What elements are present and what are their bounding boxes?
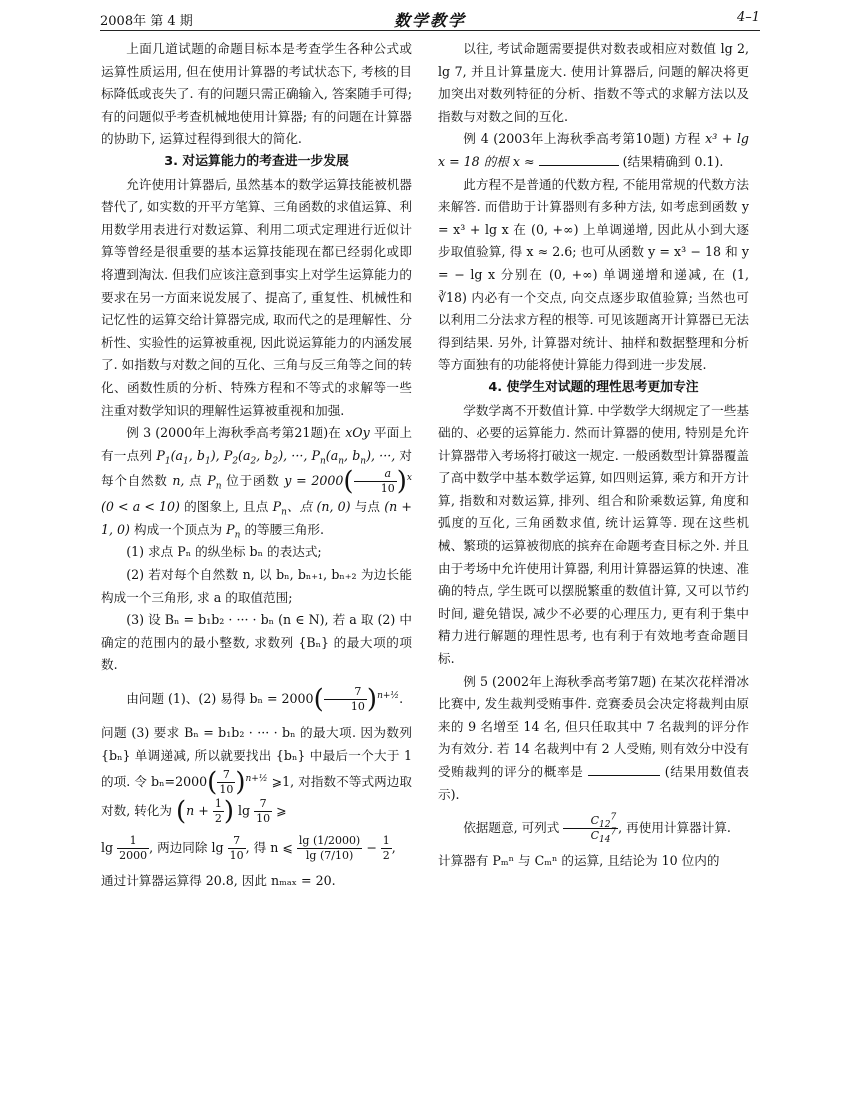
question-1: (1) 求点 Pₙ 的纵坐标 bₙ 的表达式; — [126, 544, 322, 560]
fraction: $\frac{7}{10}$ — [219, 767, 234, 796]
paragraph: 此方程不是普通的代数方程, 不能用常规的代数方法来解答. 而借助于计算器则有多种方法, 如考虑到函数 y = x³ + lg x 在 (0, +∞) 上单调递增, 因此从小到大逐步取值验算, 得 x ≈ 2.6; 也可从函数 y = x³ − 18 和 y = − lg x 分别在 (0, +∞) 单调递增和递减, 在 (1, ∛18) 内必有一个交点, 向交点逐步取值验算; 当然也可以利用二分法求方程的根等. 可见该题离开计算器已无法得到结果. 另外, 计算器对统计、抽样和数据整理和分析等方面独有的功能将使计算能力得到进一步发展. — [438, 176, 749, 373]
fraction: $\frac{C_{12}^7}{C_{14}^7}$ — [563, 814, 618, 843]
text: ⩾1, 对指数不等式两边取对数, 转化为 — [101, 773, 412, 818]
math: lg — [238, 802, 251, 818]
text: (结果精确到 0.1). — [622, 153, 724, 169]
example-4 — [438, 128, 749, 173]
left-column — [101, 38, 412, 892]
text: 点 — [189, 473, 203, 489]
text: 例 3 (2000年上海秋季高考第21题)在 — [126, 425, 342, 441]
text: 的图象上, 且点 — [184, 499, 269, 515]
fraction: $\frac{7}{10}$ — [256, 796, 271, 825]
math: $P_1(a_1$, $b_1$), $P_2(a_2$, $b_2$), ···, $P_n(a_n$, $b_n$), ···, — [156, 447, 396, 467]
answer-blank — [588, 763, 660, 776]
math: xOy — [345, 425, 370, 441]
paren: ( — [207, 767, 218, 798]
paren: ( — [343, 466, 354, 497]
fraction: $\frac{7}{10}$ — [324, 685, 367, 714]
text: 位于函数 — [226, 473, 280, 489]
paragraph: 上面几道试题的命题目标本是考查学生各种公式或运算性质运用, 但在使用计算器的考试状态下, 考核的目标降低或丧失了. 有的问题只需正确输入, 答案随手可得; 有的问题似乎考查机械地使用计算器; 有的问题在计算器的协助下, 运算过程得到很大的简化. — [101, 41, 412, 147]
solution-result: 通过计算器运算得 20.8, 因此 nₘₐₓ = 20. — [101, 872, 336, 888]
section-heading-3: 3. 对运算能力的考查进一步发展 — [164, 153, 349, 169]
paren: ( — [176, 796, 187, 827]
math: n + — [186, 802, 213, 818]
paren: ) — [223, 796, 234, 827]
math: $P_n$、点 (n, 0) — [272, 499, 351, 518]
paren: ) — [366, 684, 378, 715]
fraction: $\frac{a}{10}$ — [354, 467, 397, 496]
math: (n + 1, 0) — [101, 499, 412, 537]
page-number: 4–1 — [736, 10, 760, 25]
paragraph: 计算器有 Pₘⁿ 与 Cₘⁿ 的运算, 且结论为 10 位内的 — [438, 853, 720, 869]
paragraph: 以往, 考试命题需要提供对数表或相应对数值 lg 2, lg 7, 并且计算量庞大. 使用计算器后, 问题的解决将更加突出对数列特征的分析、指数不等式的求解方法以及指数与对数之间的互化. — [438, 41, 749, 124]
text: 依据题意, 可列式 — [463, 820, 560, 836]
section-heading-4: 4. 使学生对试题的理性思考更加专注 — [488, 379, 699, 395]
text: 问题 (3) 要求 Bₙ = b₁b₂ · ··· · bₙ 的最大项. 因为数列 {bₙ} 单调递减, 所以就要找出 {bₙ} 中最后一个大于 1 的项. 令 bₙ=2000 — [101, 725, 412, 789]
fraction: $\frac{1}{2}$ — [214, 796, 222, 825]
solution-paragraph — [438, 806, 749, 850]
text: 例 4 (2003年上海秋季高考第10题) 方程 — [463, 131, 701, 147]
text: , 再使用计算器计算. — [618, 820, 731, 836]
text: 得 n ⩽ — [253, 839, 293, 855]
solution-paragraph: 问题 (3) 要求 Bₙ = b₁b₂ · ··· · bₙ 的最大项. 因为数列 {bₙ} 单调递减, 所以就要找出 {bₙ} 中最后一个大于 1 的项. 令 bₙ=2000( $\frac{7}{10}$ )$^{n+\frac{1}{2}}$ ⩾1, 对指数不等式两边取对数, 转化为 (n + $\frac{1}{2}$ ) lg $\frac{7}{10}$ ⩾ — [101, 725, 412, 827]
math: y = 2000 — [284, 473, 344, 489]
page-header — [100, 8, 760, 31]
answer-blank — [539, 153, 619, 166]
example-3: 例 3 (2000年上海秋季高考第21题)在 xOy 平面上有一点列 $P_1(a_1$, $b_1$), $P_2(a_2$, $b_2$), ···, $P_n(a_n$, $b_n$), ···, 对每个自然数 n, 点 $P_n$ 位于函数 y = 2000( $\frac{a}{10}$ )$^x$ (0 < a < 10) 的图象上, 且点 $P_n$、点 (n, 0) 与点 (n + 1, 0) 构成一个顶点为 $P_n$ 的等腰三角形. — [101, 425, 412, 541]
solution-line: 由问题 (1)、(2) 易得 bₙ = 2000( $\frac{7}{10}$ )$^{n+\frac{1}{2}}$. — [126, 684, 404, 715]
math: $P_n$ — [207, 473, 222, 492]
question-3: (3) 设 Bₙ = b₁b₂ · ··· · bₙ (n ∈ N), 若 a 取 (2) 中确定的范围内的最小整数, 求数列 {Bₙ} 的最大项的项数. — [101, 612, 412, 673]
issue-label: 2008年 第 4 期 — [100, 14, 193, 29]
right-column — [438, 38, 749, 873]
paragraph: 允许使用计算器后, 虽然基本的数学运算技能被机器替代了, 如实数的开平方笔算、三角函数的求值运算、利用数学用表进行对数运算、利用二项式定理进行近似计算等曾经是很重要的基本运算技能现在都已经弱化或即将遭到淘汰. 但我们应该注意到事实上对学生运算能力的要求在另一方面来说发展了、提高了, 重复性、机械性和记忆性的运算交给计算器完成, 取而代之的是理解性、分析性、实验性的运算被重视, 因此说运算能力的内涵发展了. 如指数与对数之间的互化、三角与反三角等之间的转化、函数性质的分析、特殊方程和不等式的求解等一些注重对数学知识的理解性运算被重视和加强. — [101, 176, 412, 418]
math: n, — [172, 473, 185, 489]
text: 平面上有一点列 — [101, 425, 412, 463]
fraction: $\frac{\lg (1/2000)}{\lg (7/10)}$ — [298, 833, 361, 862]
example-5 — [438, 671, 749, 807]
text: 构成一个顶点为 — [133, 521, 223, 537]
fraction: $\frac{1}{2000}$ — [119, 833, 148, 862]
text: 例 5 (2002年上海秋季高考第7题) 在某次花样滑冰比赛中, 发生裁判受贿事件. 竞赛委员会决定将裁判由原来的 9 名增至 14 名, 但只任取其中 7 名裁判的评分作为有效分. 若 14 名裁判中有 2 人受贿, 则有效分中没有受贿裁判的评分的概率是 — [438, 673, 749, 779]
fraction: $\frac{7}{10}$ — [229, 833, 244, 862]
question-2: (2) 若对每个自然数 n, 以 bₙ, bₙ₊₁, bₙ₊₂ 为边长能构成一个三角形, 求 a 的取值范围; — [101, 567, 412, 605]
text: 与点 — [354, 499, 381, 515]
text: (结果用数值表示). — [438, 764, 749, 802]
text: 的等腰三角形. — [244, 521, 325, 537]
text: 由问题 (1)、(2) 易得 bₙ = 2000 — [126, 691, 314, 707]
math: x³ + lg x = 18 的根 x ≈ — [438, 131, 749, 169]
math: $P_n$ — [226, 521, 241, 541]
solution-paragraph: lg $\frac{1}{2000}$ , 两边同除 lg $\frac{7}{10}$ , 得 n ⩽ $\frac{\lg (1/2000)}{\lg (7/10)}$ − $\frac{1}{2}$ , — [101, 833, 396, 862]
text: 两边同除 — [157, 839, 208, 855]
paren: ( — [313, 684, 324, 715]
fraction: $\frac{1}{2}$ — [382, 833, 390, 862]
paren: ) — [235, 767, 246, 798]
math: (0 < a < 10) — [101, 499, 180, 515]
paren: ) — [396, 466, 407, 497]
text: 对每个自然数 — [101, 447, 412, 489]
paragraph: 学数学离不开数值计算. 中学数学大纲规定了一些基础的、必要的运算能力. 然而计算器的使用, 特别是允许计算器带入考场将打破这一规定. 一般函数型计算器覆盖了高中数学中基本数学运算, 如四则运算, 乘方和开方计算, 指数和对数运算, 排列、组合和阶乘数运算, 角度和弧度的互化, 三角函数求值, 统计运算等. 现在这些机械、繁琐的运算被彻底的摈弃在命题考查目标之外. 并且由于考场中允许使用计算器, 利用计算器运算的快速、准确的特点, 学生既可以摆脱繁重的数值计算, 又可以节约时间, 避免错误, 减少不必要的心理压力, 更有利于集中精力进行解题的理性思考, 也有利于有效地考查命题目标. — [438, 402, 749, 667]
journal-title: 数学教学 — [393, 11, 466, 30]
